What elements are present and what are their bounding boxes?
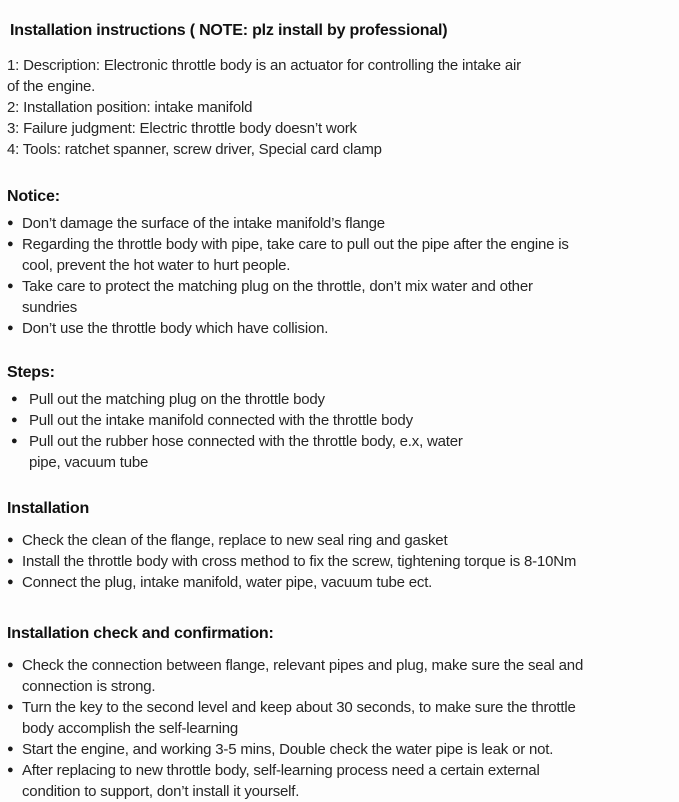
bullet-line: Start the engine, and working 3-5 mins, Double check the water pipe is leak or not. [22,741,554,758]
list-item [7,431,671,473]
bullet-icon: ● [7,659,14,671]
bullet-line: Pull out the matching plug on the throttle body [29,391,325,408]
list-item [7,410,671,431]
bullet-list [7,530,671,593]
bullet-icon: ● [7,238,14,250]
section-installation [7,498,671,593]
bullet-icon: ● [11,414,18,426]
bullet-list [7,389,671,473]
bullet-icon: ● [7,764,14,776]
list-item [7,318,671,339]
bullet-icon: ● [7,280,14,292]
bullet-text [22,760,671,802]
bullet-icon: ● [11,393,18,405]
section-steps [7,362,671,473]
bullet-icon: ● [7,534,14,546]
bullet-text [29,389,671,410]
list-item [7,572,671,593]
section-installation-check [7,623,671,802]
bullet-line: pipe, vacuum tube [29,454,149,471]
intro-paragraph [7,55,671,160]
bullet-text [22,234,671,276]
bullet-line: condition to support, don’t install it yourself. [22,783,300,800]
bullet-text [22,551,671,572]
bullet-icon: ● [7,701,14,713]
bullet-line: Connect the plug, intake manifold, water pipe, vacuum tube ect. [22,574,433,591]
bullet-text [22,572,671,593]
bullet-icon: ● [7,322,14,334]
bullet-line: Pull out the intake manifold connected with the throttle body [29,412,413,429]
bullet-text [22,318,671,339]
section-heading: Steps: [7,364,55,381]
bullet-line: Regarding the throttle body with pipe, take care to pull out the pipe after the engine is [22,236,569,253]
intro-line: of the engine. [7,78,96,95]
bullet-text [22,655,671,697]
bullet-line: connection is strong. [22,678,156,695]
list-item [7,530,671,551]
bullet-line: Turn the key to the second level and keep about 30 seconds, to make sure the throttle [22,699,576,716]
bullet-list [7,655,671,802]
bullet-line: cool, prevent the hot water to hurt people. [22,257,291,274]
list-item [7,739,671,760]
bullet-line: Don’t damage the surface of the intake manifold’s flange [22,215,385,232]
section-heading: Installation check and confirmation: [7,625,274,642]
bullet-line: Don’t use the throttle body which have collision. [22,320,329,337]
section-heading: Notice: [7,188,60,205]
bullet-icon: ● [7,576,14,588]
bullet-text [22,276,671,318]
bullet-icon: ● [7,743,14,755]
bullet-icon: ● [11,435,18,447]
list-item [7,655,671,697]
bullet-icon: ● [7,217,14,229]
list-item [7,213,671,234]
bullet-icon: ● [7,555,14,567]
section-notice [7,186,671,339]
bullet-text [29,410,671,431]
bullet-line: body accomplish the self-learning [22,720,239,737]
bullet-line: Check the connection between flange, relevant pipes and plug, make sure the seal and [22,657,584,674]
bullet-line: After replacing to new throttle body, self-learning process need a certain external [22,762,540,779]
bullet-text [22,739,671,760]
list-item [7,276,671,318]
section-heading: Installation [7,500,90,517]
page-title: Installation instructions ( NOTE: plz install by professional) [10,22,448,39]
bullet-text [22,530,671,551]
bullet-line: Check the clean of the flange, replace to new seal ring and gasket [22,532,448,549]
bullet-text [29,431,671,473]
list-item [7,697,671,739]
list-item [7,551,671,572]
intro-line: 4: Tools: ratchet spanner, screw driver, Special card clamp [7,141,382,158]
bullet-line: Install the throttle body with cross method to fix the screw, tightening torque is 8-10Nm [22,553,577,570]
bullet-list [7,213,671,339]
list-item [7,234,671,276]
bullet-text [22,697,671,739]
intro-line: 3: Failure judgment: Electric throttle body doesn’t work [7,120,357,137]
bullet-text [22,213,671,234]
list-item [7,760,671,802]
list-item [7,389,671,410]
bullet-line: Pull out the rubber hose connected with the throttle body, e.x, water [29,433,463,450]
bullet-line: sundries [22,299,78,316]
intro-line: 2: Installation position: intake manifold [7,99,253,116]
bullet-line: Take care to protect the matching plug on the throttle, don’t mix water and other [22,278,533,295]
intro-line: 1: Description: Electronic throttle body is an actuator for controlling the intake air [7,57,521,74]
